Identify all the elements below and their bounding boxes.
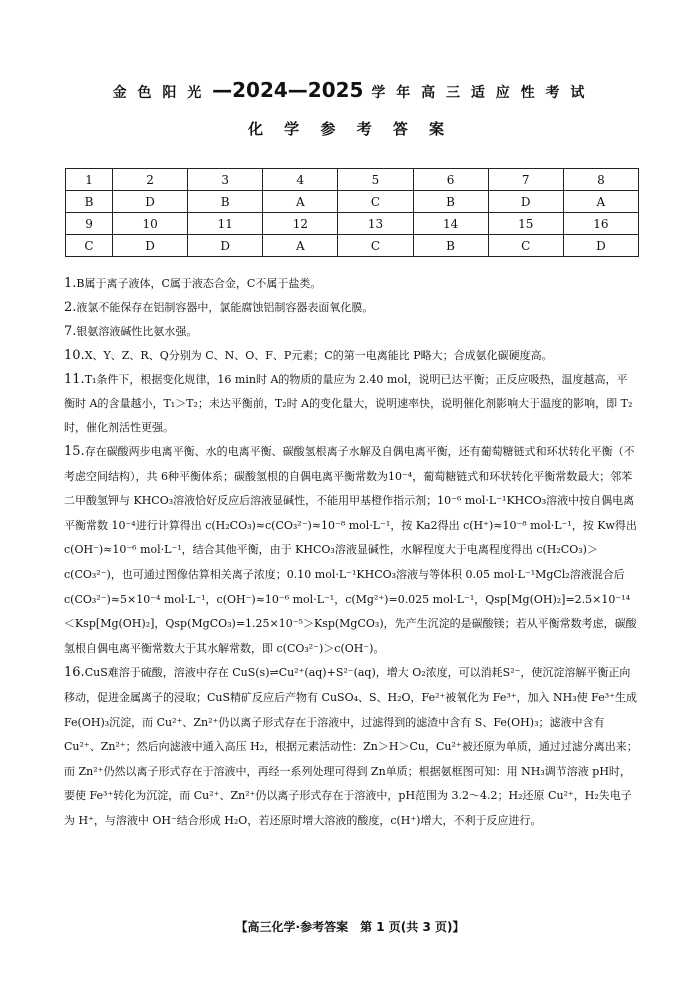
question-number: 16. — [64, 665, 85, 681]
question-number-row — [66, 213, 639, 235]
answer-cell: B — [413, 235, 488, 257]
page-title: 化 学 参 考 答 案 — [247, 120, 453, 138]
explanation-text: X、Y、Z、R、Q分别为 C、N、O、F、P元素；C的第一电离能比 P略大；合成氨化碳硬度高。 — [84, 349, 553, 362]
answer-cell: D — [113, 235, 188, 257]
answer-cell: C — [488, 235, 563, 257]
exam-header — [0, 78, 700, 102]
question-number-cell: 9 — [66, 213, 113, 235]
question-number: 7. — [64, 324, 77, 339]
question-number: 2. — [64, 300, 77, 315]
answer-cell: D — [563, 235, 638, 257]
question-number-cell: 11 — [188, 213, 263, 235]
question-number: 10. — [64, 348, 85, 363]
answer-row — [66, 191, 639, 213]
explanation-item — [64, 368, 638, 440]
answer-cell: B — [413, 191, 488, 213]
answer-cell: A — [563, 191, 638, 213]
answer-row — [66, 235, 639, 257]
answer-cell: D — [188, 235, 263, 257]
question-number-cell: 1 — [66, 169, 113, 191]
explanation-text: 存在碳酸两步电离平衡、水的电离平衡、碳酸氢根离子水解及自偶电离平衡，还有葡萄糖链式和环状转化平衡（不考虑空间结构），共 6种平衡体系；碳酸氢根的自偶电离平衡常数为10⁻⁴，葡萄糖链式和环状转化平衡常数最大；邻苯二甲酸氢钾与 KHCO₃溶液恰好反应后溶液显碱性，不能用甲基橙作指示剂；10⁻⁶ mol·L⁻¹KHCO₃溶液中按自偶电离平衡常数 10⁻⁴进行计算得出 c(H₂CO₃)≈c(CO₃²⁻)≈10⁻⁸ mol·L⁻¹，按 Ka2得出 c(H⁺)≈10⁻⁸ mol·L⁻¹，按 Kw得出 c(OH⁻)≈10⁻⁶ mol·L⁻¹，结合其他平衡，由于 KHCO₃溶液显碱性，水解程度大于电离程度得出 c(H₂CO₃)＞c(CO₃²⁻)，也可通过图像估算相关离子浓度；0.10 mol·L⁻¹KHCO₃溶液与等体积 0.05 mol·L⁻¹MgCl₂溶液混合后 c(CO₃²⁻)≈5×10⁻⁴ mol·L⁻¹，c(OH⁻)≈10⁻⁶ mol·L⁻¹，c(Mg²⁺)=0.025 mol·L⁻¹，Qsp[Mg(OH)₂]=2.5×10⁻¹⁴＜Ksp[Mg(OH)₂]，Qsp(MgCO₃)=1.25×10⁻⁵＞Ksp(MgCO₃)，先产生沉淀的是碳酸镁；若从平衡常数考虑，碳酸氢根自偶电离平衡常数大于其水解常数，即 c(CO₃²⁻)＞c(OH⁻)。 — [64, 445, 637, 655]
answer-cell: C — [338, 191, 413, 213]
exam-header-prefix: 金 色 阳 光 — [112, 85, 213, 101]
question-number-cell: 6 — [413, 169, 488, 191]
question-number-cell: 13 — [338, 213, 413, 235]
answer-cell: A — [263, 191, 338, 213]
question-number-cell: 12 — [263, 213, 338, 235]
answer-cell: A — [263, 235, 338, 257]
explanation-text: T₁条件下，根据变化规律，16 min时 A的物质的量应为 2.40 mol，说明已达平衡；正反应吸热，温度越高，平衡时 A的含量越小，T₁＞T₂；未达平衡前，T₂时 A的变化量大，说明速率快，说明催化剂影响大于温度的影响，即 T₂时，催化剂活性更强。 — [64, 373, 633, 434]
question-number: 11. — [64, 372, 85, 387]
question-number: 15. — [64, 444, 85, 459]
question-number-cell: 4 — [263, 169, 338, 191]
answer-cell: C — [66, 235, 113, 257]
answer-cell: C — [338, 235, 413, 257]
answer-cell: B — [188, 191, 263, 213]
question-number-cell: 8 — [563, 169, 638, 191]
question-number-cell: 15 — [488, 213, 563, 235]
explanation-item — [64, 320, 638, 344]
page-footer: 【高三化学·参考答案 第 1 页(共 3 页)】 — [235, 920, 465, 934]
question-number-row — [66, 169, 639, 191]
exam-year-range: —2024—2025 — [212, 78, 364, 102]
question-number-cell: 16 — [563, 213, 638, 235]
question-number-cell: 7 — [488, 169, 563, 191]
explanations — [64, 272, 638, 834]
answer-cell: B — [66, 191, 113, 213]
question-number-cell: 5 — [338, 169, 413, 191]
explanation-text: 银氨溶液碱性比氨水强。 — [76, 325, 198, 338]
explanation-text: CuS难溶于硫酸，溶液中存在 CuS(s)⇌Cu²⁺(aq)+S²⁻(aq)，增大 O₂浓度，可以消耗S²⁻，使沉淀溶解平衡正向移动，促进金属离子的浸取；CuS精矿反应后产物有 CuSO₄、S、H₂O，Fe²⁺被氧化为 Fe³⁺，加入 NH₃使 Fe³⁺生成 Fe(OH)₃沉淀，而 Cu²⁺、Zn²⁺仍以离子形式存在于溶液中，过滤得到的滤渣中含有 S、Fe(OH)₃；滤液中含有 Cu²⁺、Zn²⁺；然后向滤液中通入高压 H₂，根据元素活动性：Zn＞H＞Cu，Cu²⁺被还原为单质，通过过滤分离出来；而 Zn²⁺仍然以离子形式存在于溶液中，再经一系列处理可得到 Zn单质；根据氨框图可知：用 NH₃调节溶液 pH时，要使 Fe³⁺转化为沉淀，而 Cu²⁺、Zn²⁺仍以离子形式存在于溶液中，pH范围为 3.2～4.2；H₂还原 Cu²⁺，H₂失电子为 H⁺，与溶液中 OH⁻结合形成 H₂O，若还原时增大溶液的酸度，c(H⁺)增大，不利于反应进行。 — [64, 666, 638, 827]
explanation-text: B属于离子液体，C属于液态合金，C不属于盐类。 — [76, 277, 322, 290]
answer-table — [65, 168, 639, 257]
exam-header-suffix: 学 年 高 三 适 应 性 考 试 — [363, 85, 588, 101]
question-number-cell: 14 — [413, 213, 488, 235]
explanation-item — [64, 344, 638, 368]
explanation-item — [64, 440, 638, 661]
answer-cell: D — [488, 191, 563, 213]
question-number-cell: 3 — [188, 169, 263, 191]
question-number-cell: 2 — [113, 169, 188, 191]
question-number: 1. — [64, 276, 77, 291]
explanation-item — [64, 661, 638, 833]
answer-cell: D — [113, 191, 188, 213]
explanation-item — [64, 272, 638, 296]
explanation-text: 液氯不能保存在铝制容器中，氯能腐蚀铝制容器表面氧化膜。 — [76, 301, 374, 314]
question-number-cell: 10 — [113, 213, 188, 235]
explanation-item — [64, 296, 638, 320]
